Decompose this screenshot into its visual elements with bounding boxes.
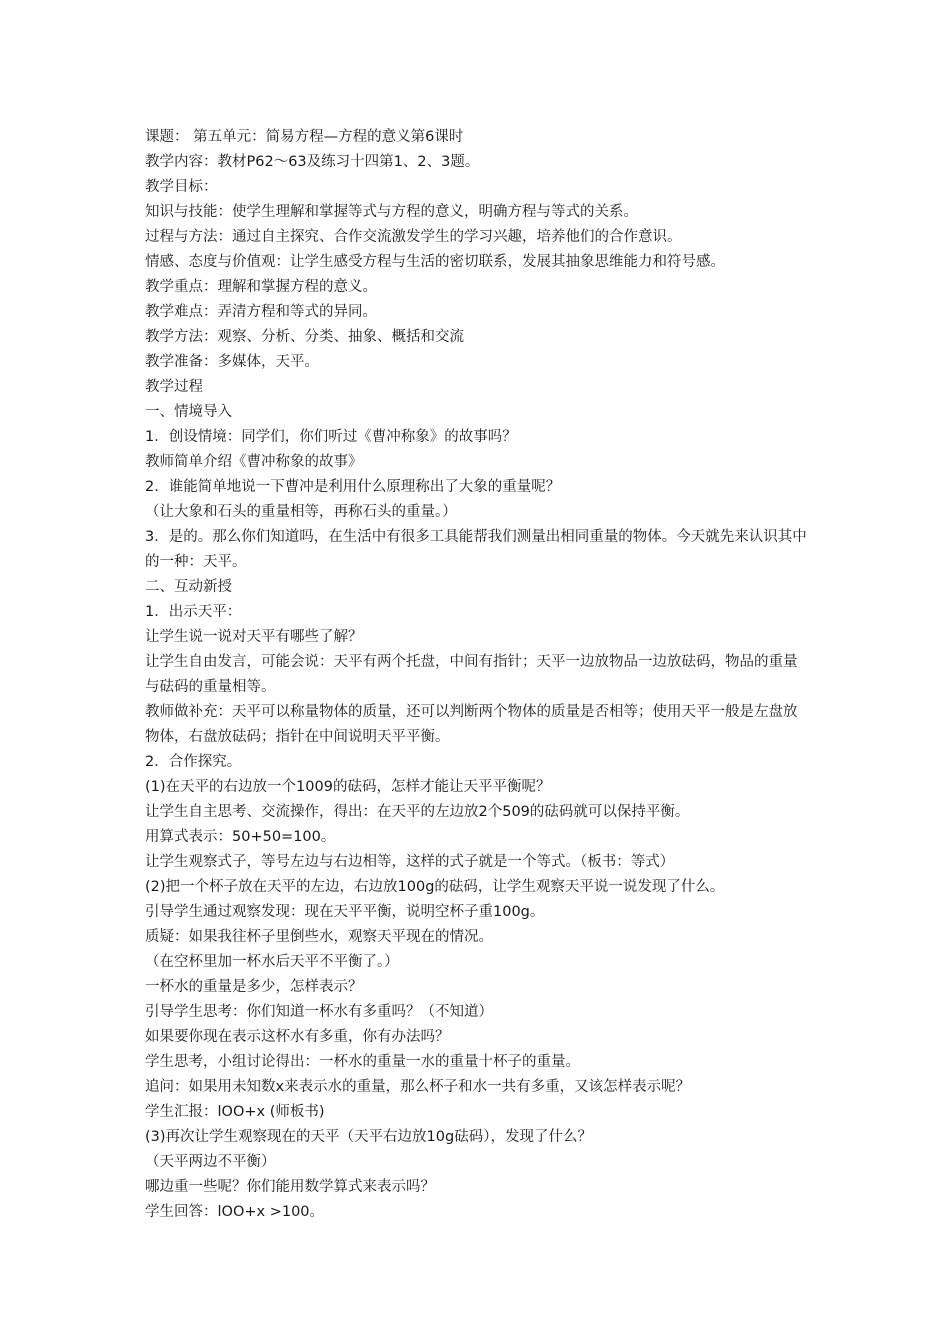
text-line-difficulty: 教学难点：弄清方程和等式的异同。 xyxy=(145,304,377,320)
text-line: 让学生观察式子，等号左边与右边相等，这样的式子就是一个等式。（板书：等式） xyxy=(145,854,675,870)
text-line-process-method: 过程与方法：通过自主探究、合作交流激发学生的学习兴趣，培养他们的合作意识。 xyxy=(145,229,682,245)
text-line: 一杯水的重量是多少，怎样表示？ xyxy=(145,979,363,995)
text-line: 1．出示天平： xyxy=(145,604,242,620)
text-line: 如果要你现在表示这杯水有多重，你有办法吗？ xyxy=(145,1029,450,1045)
text-line-preparation: 教学准备：多媒体，天平。 xyxy=(145,354,319,370)
text-line: (2)把一个杯子放在天平的左边，右边放100g的砝码，让学生观察天平说一说发现了什么。 xyxy=(145,879,725,895)
text-line: 学生思考，小组讨论得出：一杯水的重量一水的重量十杯子的重量。 xyxy=(145,1054,580,1070)
text-line: （天平两边不平衡） xyxy=(145,1154,276,1170)
text-line-teaching-content: 教学内容：教材P62～63及练习十四第1、2、3题。 xyxy=(145,154,480,170)
text-line: 质疑：如果我往杯子里倒些水，观察天平现在的情况。 xyxy=(145,929,493,945)
text-line: (3)再次让学生观察现在的天平（天平右边放10g砝码），发现了什么？ xyxy=(145,1129,592,1145)
text-line: 2．谁能简单地说一下曹冲是利用什么原理称出了大象的重量呢？ xyxy=(145,479,561,495)
text-line: 用算式表示：50+50=100。 xyxy=(145,829,336,845)
text-line-method: 教学方法：观察、分析、分类、抽象、概括和交流 xyxy=(145,329,464,345)
text-line: 让学生自主思考、交流操作，得出：在天平的左边放2个509的砝码就可以保持平衡。 xyxy=(145,804,690,820)
text-line: 2．合作探究。 xyxy=(145,754,242,770)
text-line: 教师简单介绍《曹冲称象的故事》 xyxy=(145,454,363,470)
text-line-knowledge-skills: 知识与技能：使学生理解和掌握等式与方程的意义，明确方程与等式的关系。 xyxy=(145,204,638,220)
text-line: 引导学生思考：你们知道一杯水有多重吗？（不知道） xyxy=(145,1004,493,1020)
text-line-course-title: 课题： 第五单元：简易方程—方程的意义第6课时 xyxy=(145,129,464,145)
text-line: 让学生自由发言，可能会说：天平有两个托盘，中间有指针；天平一边放物品一边放砝码，物品的重量与砝码的重量相等。 xyxy=(145,654,798,695)
text-line-teaching-goals: 教学目标： xyxy=(145,179,218,195)
text-line: （让大象和石头的重量相等，再称石头的重量。） xyxy=(145,504,457,520)
text-line-section-2: 二、互动新授 xyxy=(145,579,232,595)
text-line: 引导学生通过观察发现：现在天平平衡，说明空杯子重100g。 xyxy=(145,904,545,920)
lesson-plan-text xyxy=(145,125,810,1225)
text-line-process-heading: 教学过程 xyxy=(145,379,203,395)
text-line: 1．创设情境：同学们，你们听过《曹冲称象》的故事吗？ xyxy=(145,429,517,445)
text-line: 教师做补充：天平可以称量物体的质量，还可以判断两个物体的质量是否相等；使用天平一般是左盘放物体，右盘放砝码；指针在中间说明天平平衡。 xyxy=(145,704,798,745)
text-line: 让学生说一说对天平有哪些了解？ xyxy=(145,629,363,645)
text-line: 3．是的。那么你们知道吗，在生活中有很多工具能帮我们测量出相同重量的物体。今天就先来认识其中的一种：天平。 xyxy=(145,529,807,570)
text-line: 学生回答：lOO+x >100。 xyxy=(145,1204,325,1220)
text-line-key-point: 教学重点：理解和掌握方程的意义。 xyxy=(145,279,377,295)
text-line: 哪边重一些呢？你们能用数学算式来表示吗？ xyxy=(145,1179,435,1195)
text-line: 学生汇报：lOO+x (师板书) xyxy=(145,1104,325,1120)
text-line-section-1: 一、情境导入 xyxy=(145,404,232,420)
text-line: 追问：如果用未知数x来表示水的重量，那么杯子和水一共有多重，又该怎样表示呢？ xyxy=(145,1079,691,1095)
text-line-emotion-values: 情感、态度与价值观：让学生感受方程与生活的密切联系，发展其抽象思维能力和符号感。 xyxy=(145,254,725,270)
text-line: （在空杯里加一杯水后天平不平衡了。） xyxy=(145,954,399,970)
text-line: (1)在天平的右边放一个1009的砝码，怎样才能让天平平衡呢？ xyxy=(145,779,551,795)
